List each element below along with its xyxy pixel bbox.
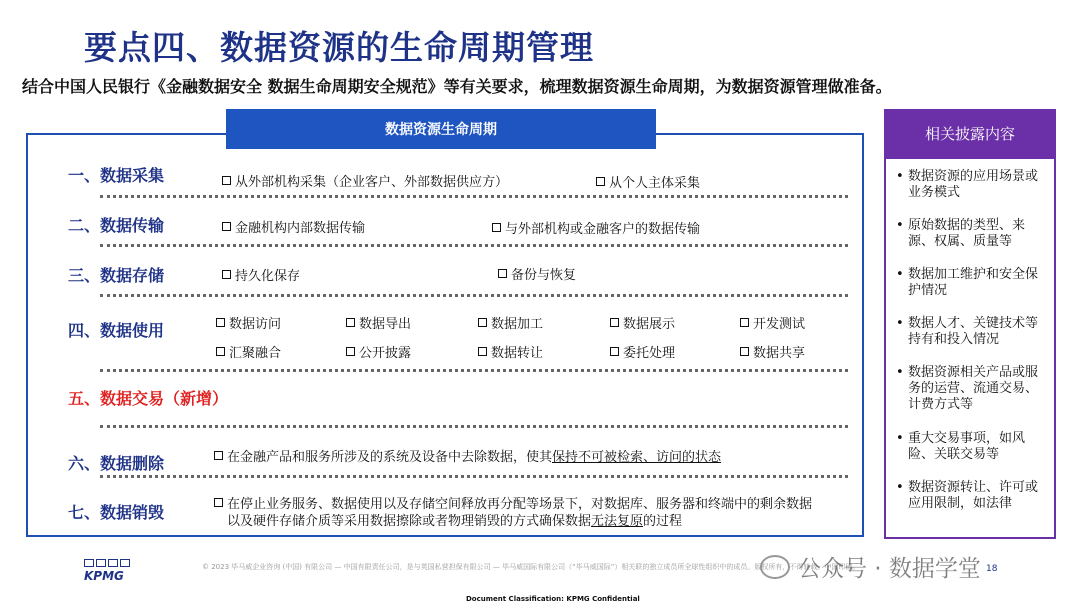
list-item: 委托处理 — [610, 342, 675, 361]
page-subtitle: 结合中国人民银行《金融数据安全 数据生命周期安全规范》等有关要求，梳理数据资源生命周期，为数据资源管理做准备。 — [22, 77, 892, 96]
stage-deletion: 六、数据删除 — [68, 454, 165, 473]
checkbox-icon — [346, 347, 355, 356]
copyright-text: © 2023 毕马威企业咨询 (中国) 有限公司 — 中国有限责任公司，是与英国私营担保有限公司 — 毕马威国际有限公司（“毕马威国际”）相关联的独立成员所全球性组织中的成员。版权所有，不得转载。中国印刷。 — [202, 563, 860, 571]
list-item-continued: 以及硬件存储介质等采用数据擦除或者物理销毁的方式确保数据 无法复原 的过程 — [227, 514, 683, 529]
checkbox-icon — [216, 318, 225, 327]
divider — [100, 244, 848, 247]
checkbox-icon — [596, 177, 605, 186]
stage-destruction: 七、数据销毁 — [68, 503, 165, 522]
list-item: 数据导出 — [346, 313, 411, 332]
divider — [100, 475, 848, 478]
list-item: 数据共享 — [740, 342, 805, 361]
list-item: 在停止业务服务、数据使用以及存储空间释放再分配等场景下，对数据库、服务器和终端中的剩余数据 — [214, 493, 812, 512]
lifecycle-header: 数据资源生命周期 — [226, 109, 656, 149]
divider — [100, 294, 848, 297]
list-item: 在金融产品和服务所涉及的系统及设备中去除数据，使其 保持不可被检索、访问的状态 — [214, 446, 721, 465]
stage-transmission: 二、数据传输 — [68, 216, 165, 235]
checkbox-icon — [492, 223, 501, 232]
checkbox-icon — [740, 347, 749, 356]
divider — [100, 195, 848, 198]
list-item: 从外部机构采集（企业客户、外部数据供应方） — [222, 171, 508, 190]
list-item: 数据访问 — [216, 313, 281, 332]
checkbox-icon — [214, 498, 223, 507]
document-classification: Document Classification: KPMG Confidential — [466, 595, 640, 603]
list-item: 从个人主体采集 — [596, 172, 700, 191]
checkbox-icon — [222, 222, 231, 231]
disclosure-item: • 数据加工维护和安全保护情况 — [896, 267, 1039, 298]
page-number: 18 — [986, 564, 998, 574]
disclosure-item: • 原始数据的类型、来源、权属、质量等 — [896, 218, 1026, 249]
list-item: 持久化保存 — [222, 265, 300, 284]
list-item: 开发测试 — [740, 313, 805, 332]
wechat-icon — [760, 555, 790, 579]
list-item: 与外部机构或金融客户的数据传输 — [492, 218, 700, 237]
list-item: 公开披露 — [346, 342, 411, 361]
checkbox-icon — [478, 318, 487, 327]
checkbox-icon — [498, 269, 507, 278]
disclosure-item: • 数据人才、关键技术等持有和投入情况 — [896, 316, 1039, 347]
checkbox-icon — [222, 270, 231, 279]
disclosure-item: • 数据资源转让、许可或应用限制，如法律 — [896, 480, 1039, 511]
checkbox-icon — [346, 318, 355, 327]
checkbox-icon — [478, 347, 487, 356]
stage-storage: 三、数据存储 — [68, 266, 165, 285]
wechat-watermark: 公众号 · 数据学堂 — [760, 550, 981, 583]
checkbox-icon — [214, 451, 223, 460]
list-item: 数据加工 — [478, 313, 543, 332]
stage-usage: 四、数据使用 — [68, 321, 165, 340]
list-item: 金融机构内部数据传输 — [222, 217, 365, 236]
list-item: 备份与恢复 — [498, 264, 576, 283]
checkbox-icon — [216, 347, 225, 356]
divider — [100, 369, 848, 372]
checkbox-icon — [740, 318, 749, 327]
disclosure-item: • 数据资源的应用场景或业务模式 — [896, 169, 1039, 200]
disclosure-item: • 数据资源相关产品或服务的运营、流通交易、计费方式等 — [896, 365, 1039, 412]
checkbox-icon — [610, 347, 619, 356]
list-item: 数据展示 — [610, 313, 675, 332]
checkbox-icon — [610, 318, 619, 327]
checkbox-icon — [222, 176, 231, 185]
disclosure-item: • 重大交易事项，如风险、关联交易等 — [896, 431, 1026, 462]
list-item: 数据转让 — [478, 342, 543, 361]
disclosure-panel — [884, 157, 1056, 539]
stage-trading-new: 五、数据交易（新增） — [68, 389, 229, 408]
page-title: 要点四、数据资源的生命周期管理 — [84, 28, 594, 67]
disclosure-header: 相关披露内容 — [884, 109, 1056, 157]
stage-collection: 一、数据采集 — [68, 166, 165, 185]
divider — [100, 425, 848, 428]
list-item: 汇聚融合 — [216, 342, 281, 361]
kpmg-logo: KPMG — [84, 559, 130, 583]
